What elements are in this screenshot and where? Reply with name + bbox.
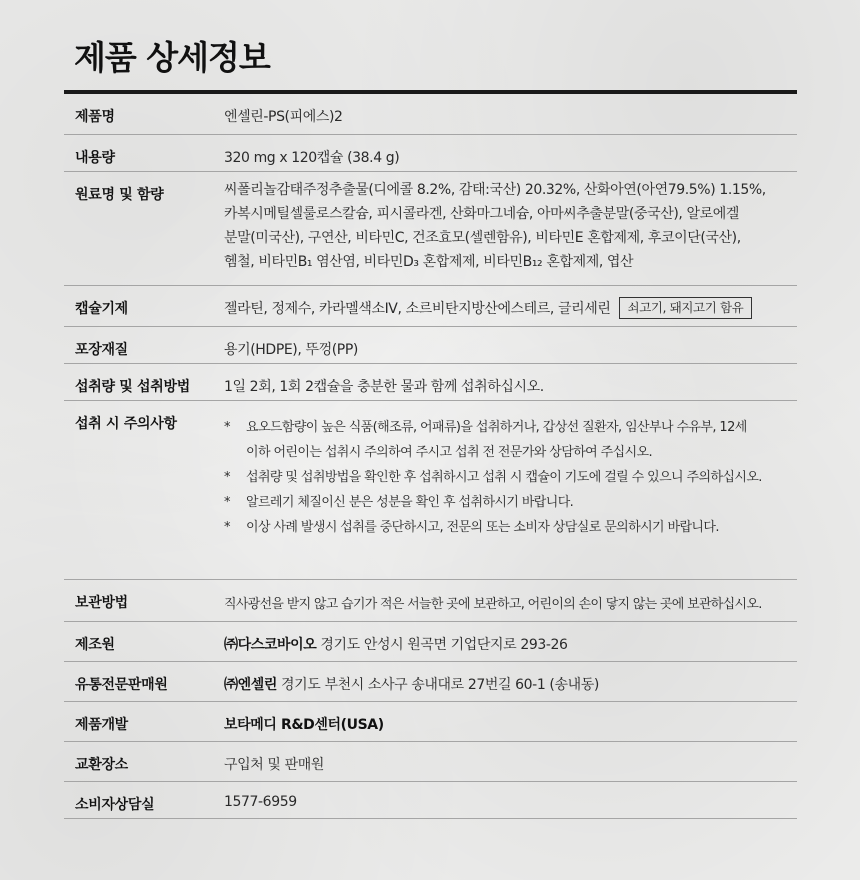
label-cautions: 섭취 시 주의사항: [75, 416, 177, 432]
ingredients-line-1: 씨폴리놀감태주정추출물(디에콜 8.2%, 감태:국산) 20.32%, 산화아연(아연79.5%) 1.15%,: [224, 182, 766, 198]
bullet-icon: *: [224, 495, 230, 510]
value-packaging: 용기(HDPE), 뚜껑(PP): [224, 342, 358, 358]
row-volume: [64, 135, 797, 172]
label-capsule-base: 캡슐기제: [75, 301, 128, 317]
distributor-name: ㈜엔셀린: [224, 677, 277, 693]
caution-item: * 요오드함량이 높은 식품(해조류, 어패류)을 섭취하거나, 갑상선 질환자, 임산부나 수유부, 12세 이하 어린이는 섭취시 주의하여 주시고 섭취 전 전문가와 상담하여 주십시오.: [224, 415, 797, 465]
ingredients-line-4: 헴철, 비타민B₁ 염산염, 비타민D₃ 혼합제제, 비타민B₁₂ 혼합제제, 엽산: [224, 254, 634, 270]
page-title: 제품 상세정보: [74, 38, 270, 77]
value-product-name: 엔셀린-PS(피에스)2: [224, 109, 343, 125]
cautions-list: [224, 407, 797, 540]
developer-name: 보타메디 R&D센터(USA): [224, 717, 384, 733]
label-product-name: 제품명: [75, 109, 115, 125]
label-storage: 보관방법: [75, 595, 128, 611]
caution-item: * 이상 사례 발생시 섭취를 중단하시고, 전문의 또는 소비자 상담실로 문의하시기 바랍니다.: [224, 515, 797, 540]
bullet-icon: *: [224, 520, 230, 535]
value-intake: 1일 2회, 1회 2캡슐을 충분한 물과 함께 섭취하십시오.: [224, 379, 544, 395]
label-volume: 내용량: [75, 150, 115, 166]
label-developer: 제품개발: [75, 717, 128, 733]
row-product-name: [64, 94, 797, 135]
value-volume: 320 mg x 120캡슐 (38.4 g): [224, 150, 400, 166]
label-packaging: 포장재질: [75, 342, 128, 358]
label-consumer-center: 소비자상담실: [75, 797, 155, 813]
row-developer: [64, 702, 797, 742]
allergen-badge: 쇠고기, 돼지고기 함유: [619, 297, 753, 319]
value-developer: [224, 702, 797, 741]
value-manufacturer: [224, 622, 797, 661]
row-packaging: [64, 327, 797, 364]
product-info-table: [64, 90, 797, 819]
distributor-address: 경기도 부천시 소사구 송내대로 27번길 60-1 (송내동): [276, 677, 599, 693]
row-consumer-center: [64, 782, 797, 819]
value-ingredients: [224, 172, 797, 285]
bullet-icon: *: [224, 420, 230, 435]
value-capsule-base: [224, 286, 797, 326]
caution-item: * 섭취량 및 섭취방법을 확인한 후 섭취하시고 섭취 시 캡슐이 기도에 걸릴 수 있으니 주의하십시오.: [224, 465, 797, 490]
label-manufacturer: 제조원: [75, 637, 115, 653]
label-distributor: 유통전문판매원: [75, 677, 168, 693]
value-storage: 직사광선을 받지 않고 습기가 적은 서늘한 곳에 보관하고, 어린이의 손이 닿지 않는 곳에 보관하십시오.: [224, 597, 762, 612]
caution-item: * 알르레기 체질이신 분은 성분을 확인 후 섭취하시기 바랍니다.: [224, 490, 797, 515]
row-capsule-base: [64, 286, 797, 327]
manufacturer-name: ㈜다스코바이오: [224, 637, 317, 653]
capsule-base-text: 젤라틴, 정제수, 카라멜색소IV, 소르비탄지방산에스테르, 글리세린: [224, 301, 611, 317]
row-manufacturer: [64, 622, 797, 662]
ingredients-line-2: 카복시메틸셀룰로스칼슘, 피시콜라겐, 산화마그네슘, 아마씨추출분말(중국산), 알로에겔: [224, 206, 739, 222]
ingredients-line-3: 분말(미국산), 구연산, 비타민C, 건조효모(셀렌함유), 비타민E 혼합제제, 후코이단(국산),: [224, 230, 741, 246]
value-distributor: [224, 662, 797, 701]
row-intake: [64, 364, 797, 401]
label-intake: 섭취량 및 섭취방법: [75, 379, 190, 395]
row-exchange: [64, 742, 797, 782]
row-cautions: [64, 401, 797, 580]
row-storage: [64, 580, 797, 622]
row-distributor: [64, 662, 797, 702]
value-cautions: [224, 401, 797, 579]
manufacturer-address: 경기도 안성시 원곡면 기업단지로 293-26: [316, 637, 568, 653]
label-exchange: 교환장소: [75, 757, 128, 773]
value-exchange: 구입처 및 판매원: [224, 757, 324, 773]
label-ingredients: 원료명 및 함량: [75, 187, 164, 203]
value-consumer-center: 1577-6959: [224, 794, 297, 810]
bullet-icon: *: [224, 470, 230, 485]
row-ingredients: [64, 172, 797, 286]
